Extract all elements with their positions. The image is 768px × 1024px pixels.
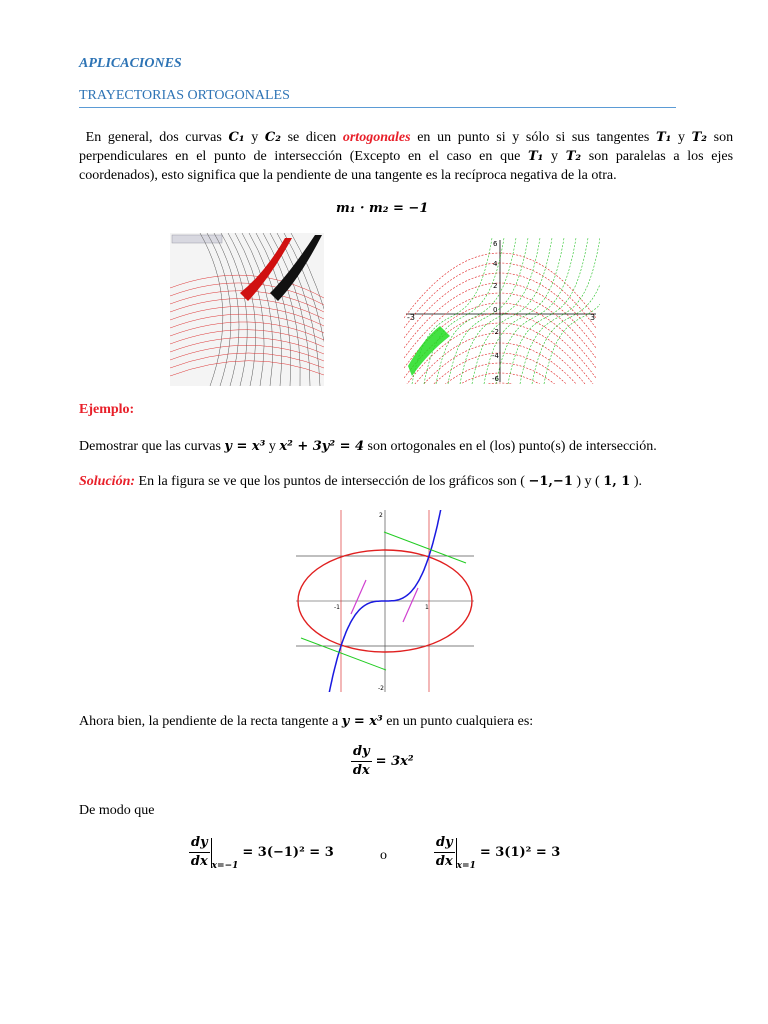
fig2-xtick-neg3: -3 xyxy=(407,313,415,322)
eval-left xyxy=(189,835,334,870)
demodo-text: De modo que xyxy=(79,803,155,818)
eval-right-fraction xyxy=(434,835,455,870)
eval-right-sub: x=1 xyxy=(456,861,476,872)
pendiente-curve: y = x³ xyxy=(341,714,383,729)
demostrar-text-2: son ortogonales en el (los) punto(s) de intersección. xyxy=(367,439,657,454)
fig2-green-curve xyxy=(412,238,492,384)
fig2-ytick-neg6: -6 xyxy=(492,375,499,383)
fig2-ytick-neg2: -2 xyxy=(492,328,499,336)
intro-text-4: son perpendiculares en el punto de intersección (Excepto en el caso en que xyxy=(79,130,734,164)
derivative-num: dy xyxy=(351,744,372,762)
intro-text-1: En general, dos curvas xyxy=(85,130,222,145)
curve-ellipse: x² + 3y² = 4 xyxy=(279,439,365,454)
solucion-line xyxy=(79,472,739,491)
solucion-mid: ) y ( xyxy=(576,474,600,489)
fig3-ytick-2: 2 xyxy=(379,512,383,519)
fig2-green-curve xyxy=(520,238,600,384)
eval-left-sub: x=−1 xyxy=(211,861,239,872)
fig2-green-curve xyxy=(424,238,504,384)
derivative-equation xyxy=(351,744,414,779)
eval-right-rhs: = 3(1)² = 3 xyxy=(479,845,561,860)
eval-left-fraction xyxy=(189,835,210,870)
demostrar-line xyxy=(79,437,739,456)
fig2-green-curve xyxy=(508,238,588,384)
fig3-xtick-neg1: -1 xyxy=(334,604,340,611)
derivative-rhs: = 3x² xyxy=(375,754,414,769)
curve-cubic: y = x³ xyxy=(224,439,266,454)
fig2-green-curve xyxy=(532,238,600,384)
fig2-ytick-6: 6 xyxy=(493,240,498,248)
fig2-red-curve xyxy=(404,383,596,384)
fig2-ytick-2: 2 xyxy=(493,282,498,290)
eval-right-num: dy xyxy=(434,835,455,853)
section-subtitle: TRAYECTORIAS ORTOGONALES xyxy=(79,88,290,103)
curve-c2: C₂ xyxy=(264,130,281,145)
tangent-t1-b: T₁ xyxy=(527,149,544,164)
section-title: APLICACIONES xyxy=(79,56,182,71)
intro-text-5: son paralelas a los ejes coordenados), esto significa que la pendiente de una tangente es la recíproca negativa de la otra. xyxy=(79,149,734,183)
tangent-t2: T₂ xyxy=(691,130,707,145)
derivative-fraction xyxy=(351,744,372,779)
eval-or: o xyxy=(380,848,387,863)
fig3-xtick-1: 1 xyxy=(425,604,429,611)
figure-curve-families xyxy=(404,238,600,384)
eval-left-num: dy xyxy=(189,835,210,853)
solucion-label: Solución: xyxy=(79,474,136,489)
fig2-xtick-3: 3 xyxy=(590,313,596,322)
demostrar-y: y xyxy=(268,439,276,454)
pendiente-text-2: en un punto cualquiera es: xyxy=(386,714,534,729)
heading-rule xyxy=(79,107,676,108)
intro-text-3: en un punto si y sólo si sus tangentes xyxy=(417,130,650,145)
intro-y-3: y xyxy=(551,149,559,164)
solucion-end: ). xyxy=(633,474,643,489)
fig3-ytick-neg2: -2 xyxy=(378,685,384,692)
intro-paragraph xyxy=(79,128,733,185)
eval-left-rhs: = 3(−1)² = 3 xyxy=(242,845,334,860)
intro-text-2: se dicen xyxy=(287,130,337,145)
tangent-t2-b: T₂ xyxy=(565,149,582,164)
fig2-ytick-4: 4 xyxy=(493,260,498,268)
eval-right-den: dx xyxy=(435,854,453,869)
eval-right xyxy=(434,835,560,870)
ortogonales-term: ortogonales xyxy=(342,130,411,145)
fig2-ytick-0: 0 xyxy=(493,306,498,314)
figure-ellipse-cubic xyxy=(296,510,474,692)
pendiente-text-1: Ahora bien, la pendiente de la recta tangente a xyxy=(79,714,339,729)
curve-c1: C₁ xyxy=(228,130,245,145)
fig2-green-curve xyxy=(472,238,552,384)
intro-y-1: y xyxy=(251,130,259,145)
fig2-ytick-neg4: -4 xyxy=(492,352,499,360)
tangent-t1: T₁ xyxy=(655,130,672,145)
pendiente-line xyxy=(79,712,739,731)
point-1: −1,−1 xyxy=(528,474,573,489)
derivative-den: dx xyxy=(352,763,370,778)
figure-orthogonal-families xyxy=(170,233,324,386)
fig2-green-curve xyxy=(448,238,528,384)
ejemplo-label: Ejemplo: xyxy=(79,402,135,417)
equation-main: m₁ · m₂ = −1 xyxy=(336,201,429,216)
point-2: 1, 1 xyxy=(603,474,631,489)
solucion-text: En la figura se ve que los puntos de intersección de los gráficos son ( xyxy=(138,474,525,489)
demostrar-text-1: Demostrar que las curvas xyxy=(79,439,221,454)
eval-left-den: dx xyxy=(190,854,208,869)
intro-y-2: y xyxy=(677,130,685,145)
